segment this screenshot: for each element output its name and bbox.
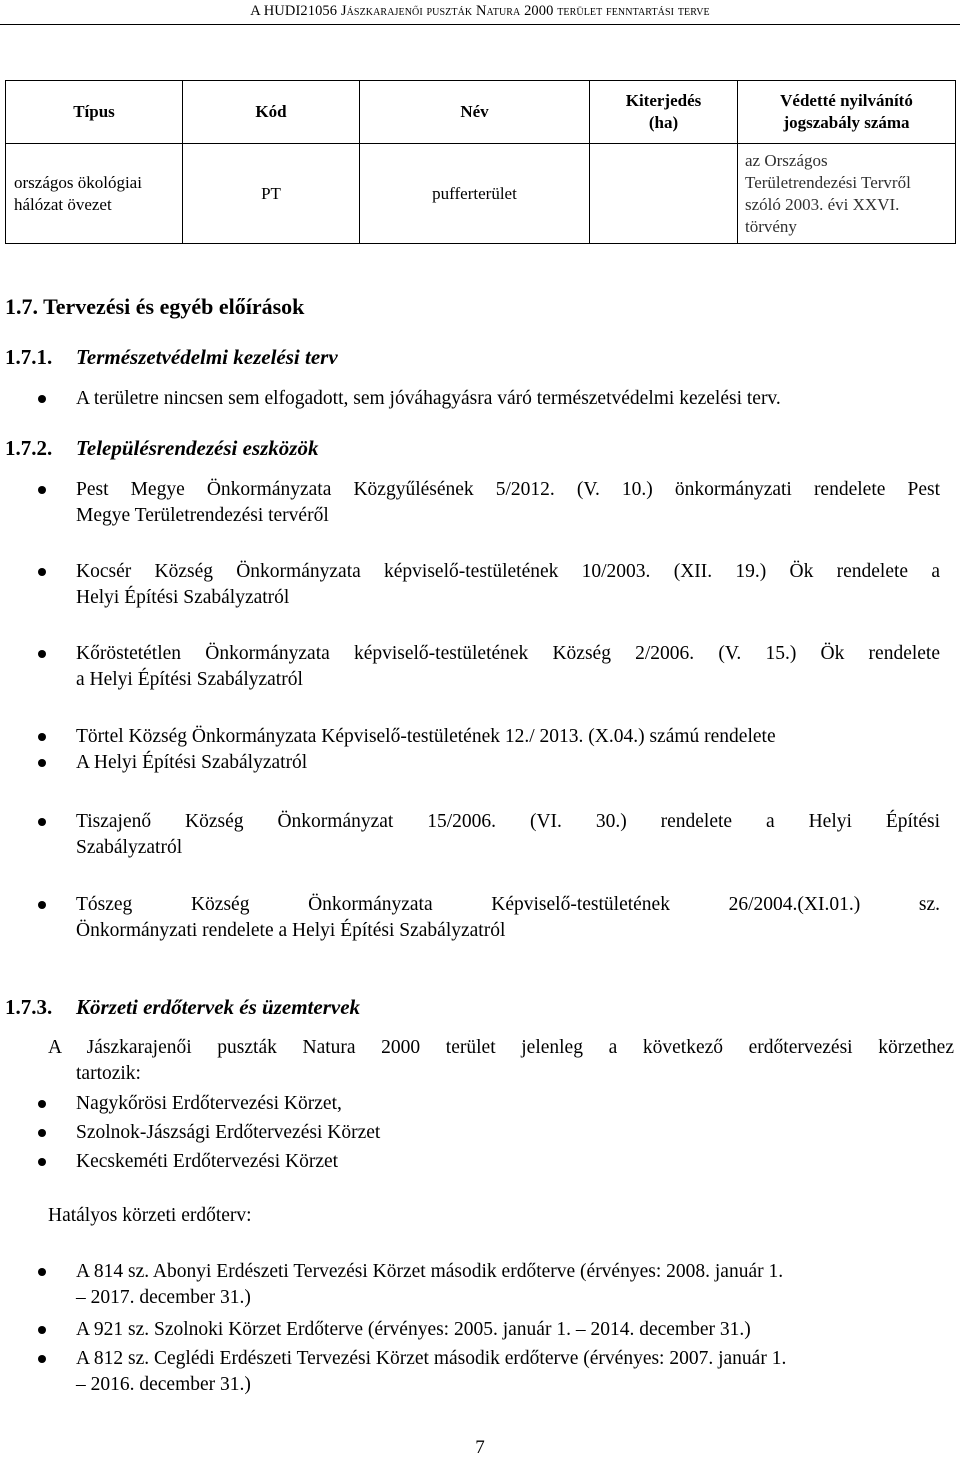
subsection-number: 1.7.3. <box>5 995 53 1019</box>
bullet-icon <box>38 1129 46 1137</box>
header-rule <box>0 24 960 25</box>
cell-type: országos ökológiai hálózat övezet <box>6 144 183 244</box>
bullet-icon <box>38 818 46 826</box>
list-item <box>76 724 940 750</box>
list-item-line: Pest Megye Önkormányzata Közgyűlésének 5/2012. (V. 10.) önkormányzati rendelete Pest <box>76 479 940 500</box>
subsection-title: Településrendezési eszközök <box>76 436 319 460</box>
list-item-line: A Helyi Építési Szabályzatról <box>76 752 308 773</box>
column-header-law: Védetté nyilvánító jogszabály száma <box>738 81 956 144</box>
list-item <box>76 477 940 529</box>
cell-extent <box>590 144 738 244</box>
cell-code: PT <box>183 144 360 244</box>
list-item <box>76 559 940 611</box>
bullet-icon <box>38 486 46 494</box>
subsection-title: Körzeti erdőtervek és üzemtervek <box>76 995 361 1019</box>
bullet-icon <box>38 759 46 767</box>
protected-area-table <box>5 80 956 244</box>
subsection-title: Természetvédelmi kezelési terv <box>76 345 338 369</box>
list-item <box>76 1259 940 1311</box>
section-number: 1.7. <box>5 294 38 319</box>
list-item-line: A 921 sz. Szolnoki Körzet Erdőterve (érvényes: 2005. január 1. – 2014. december 31.) <box>76 1319 751 1340</box>
column-header-type: Típus <box>6 81 183 144</box>
list-item-line: Kőröstetétlen Önkormányzata képviselő-testületének Község 2/2006. (V. 15.) Ök rendelete <box>76 643 940 664</box>
table-header-row <box>6 81 956 144</box>
list-item: Nagykőrösi Erdőtervezési Körzet, <box>76 1093 342 1114</box>
list-item-line: Szabályzatról <box>76 837 183 858</box>
bullet-icon <box>38 650 46 658</box>
list-item-line: Helyi Építési Szabályzatról <box>76 587 290 608</box>
column-header-code: Kód <box>183 81 360 144</box>
column-header-extent: Kiterjedés (ha) <box>590 81 738 144</box>
list-item-line: – 2016. december 31.) <box>76 1374 251 1395</box>
list-item-line: Törtel Község Önkormányzata Képviselő-testületének 12./ 2013. (X.04.) számú rendelete <box>76 726 776 747</box>
list-item-line: Tószeg Község Önkormányzata Képviselő-testületének 26/2004.(XI.01.) sz. <box>76 894 940 915</box>
list-item <box>76 641 940 693</box>
list-item-line: a Helyi Építési Szabályzatról <box>76 669 303 690</box>
list-item-line: Önkormányzati rendelete a Helyi Építési Szabályzatról <box>76 920 506 941</box>
cell-name: pufferterület <box>360 144 590 244</box>
bullet-icon <box>38 733 46 741</box>
intro-line: tartozik: <box>76 1063 141 1084</box>
list-item-line: A 812 sz. Ceglédi Erdészeti Tervezési Körzet második erdőterve (érvényes: 2007. január 1. <box>76 1348 787 1369</box>
subsection-heading-1 <box>5 345 338 370</box>
list-item: Kecskeméti Erdőtervezési Körzet <box>76 1151 339 1172</box>
list-item-line: A 814 sz. Abonyi Erdészeti Tervezési Körzet második erdőterve (érvényes: 2008. január 1. <box>76 1261 784 1282</box>
running-header: A HUDI21056 Jászkarajenői puszták Natura 2000 terület fenntartási terve <box>250 3 710 19</box>
bullet-icon <box>38 1355 46 1363</box>
intro-paragraph <box>48 1035 954 1087</box>
bullet-icon <box>38 568 46 576</box>
list-item <box>76 750 940 776</box>
list-item <box>76 809 940 861</box>
list-item <box>76 1346 940 1398</box>
subsection-number: 1.7.2. <box>5 436 53 460</box>
column-header-name: Név <box>360 81 590 144</box>
list-item: Szolnok-Jászsági Erdőtervezési Körzet <box>76 1122 381 1143</box>
list-item: A területre nincsen sem elfogadott, sem jóváhagyásra váró természetvédelmi kezelési terv. <box>76 388 781 409</box>
subsection-heading-2 <box>5 436 318 461</box>
list-item-line: Tiszajenő Község Önkormányzat 15/2006. (VI. 30.) rendelete a Helyi Építési <box>76 811 940 832</box>
page-number: 7 <box>475 1437 485 1458</box>
bullet-icon <box>38 901 46 909</box>
list-item-line: – 2017. december 31.) <box>76 1287 251 1308</box>
list-item <box>76 892 940 944</box>
subsection-number: 1.7.1. <box>5 345 53 369</box>
valid-plan-label: Hatályos körzeti erdőterv: <box>48 1205 252 1226</box>
list-item-line: Megye Területrendezési tervéről <box>76 505 329 526</box>
intro-line: A Jászkarajenői puszták Natura 2000 terület jelenleg a következő erdőtervezési körzethez <box>48 1037 954 1058</box>
bullet-icon <box>38 1268 46 1276</box>
bullet-icon <box>38 1100 46 1108</box>
subsection-heading-3 <box>5 995 360 1020</box>
table-row <box>6 144 956 244</box>
cell-law: az Országos Területrendezési Tervről szóló 2003. évi XXVI. törvény <box>738 144 956 244</box>
bullet-icon <box>38 395 46 403</box>
section-heading <box>5 294 304 320</box>
bullet-icon <box>38 1326 46 1334</box>
bullet-icon <box>38 1158 46 1166</box>
section-title: Tervezési és egyéb előírások <box>43 294 305 319</box>
list-item <box>76 1317 940 1343</box>
list-item-line: Kocsér Község Önkormányzata képviselő-testületének 10/2003. (XII. 19.) Ök rendelete a <box>76 561 940 582</box>
